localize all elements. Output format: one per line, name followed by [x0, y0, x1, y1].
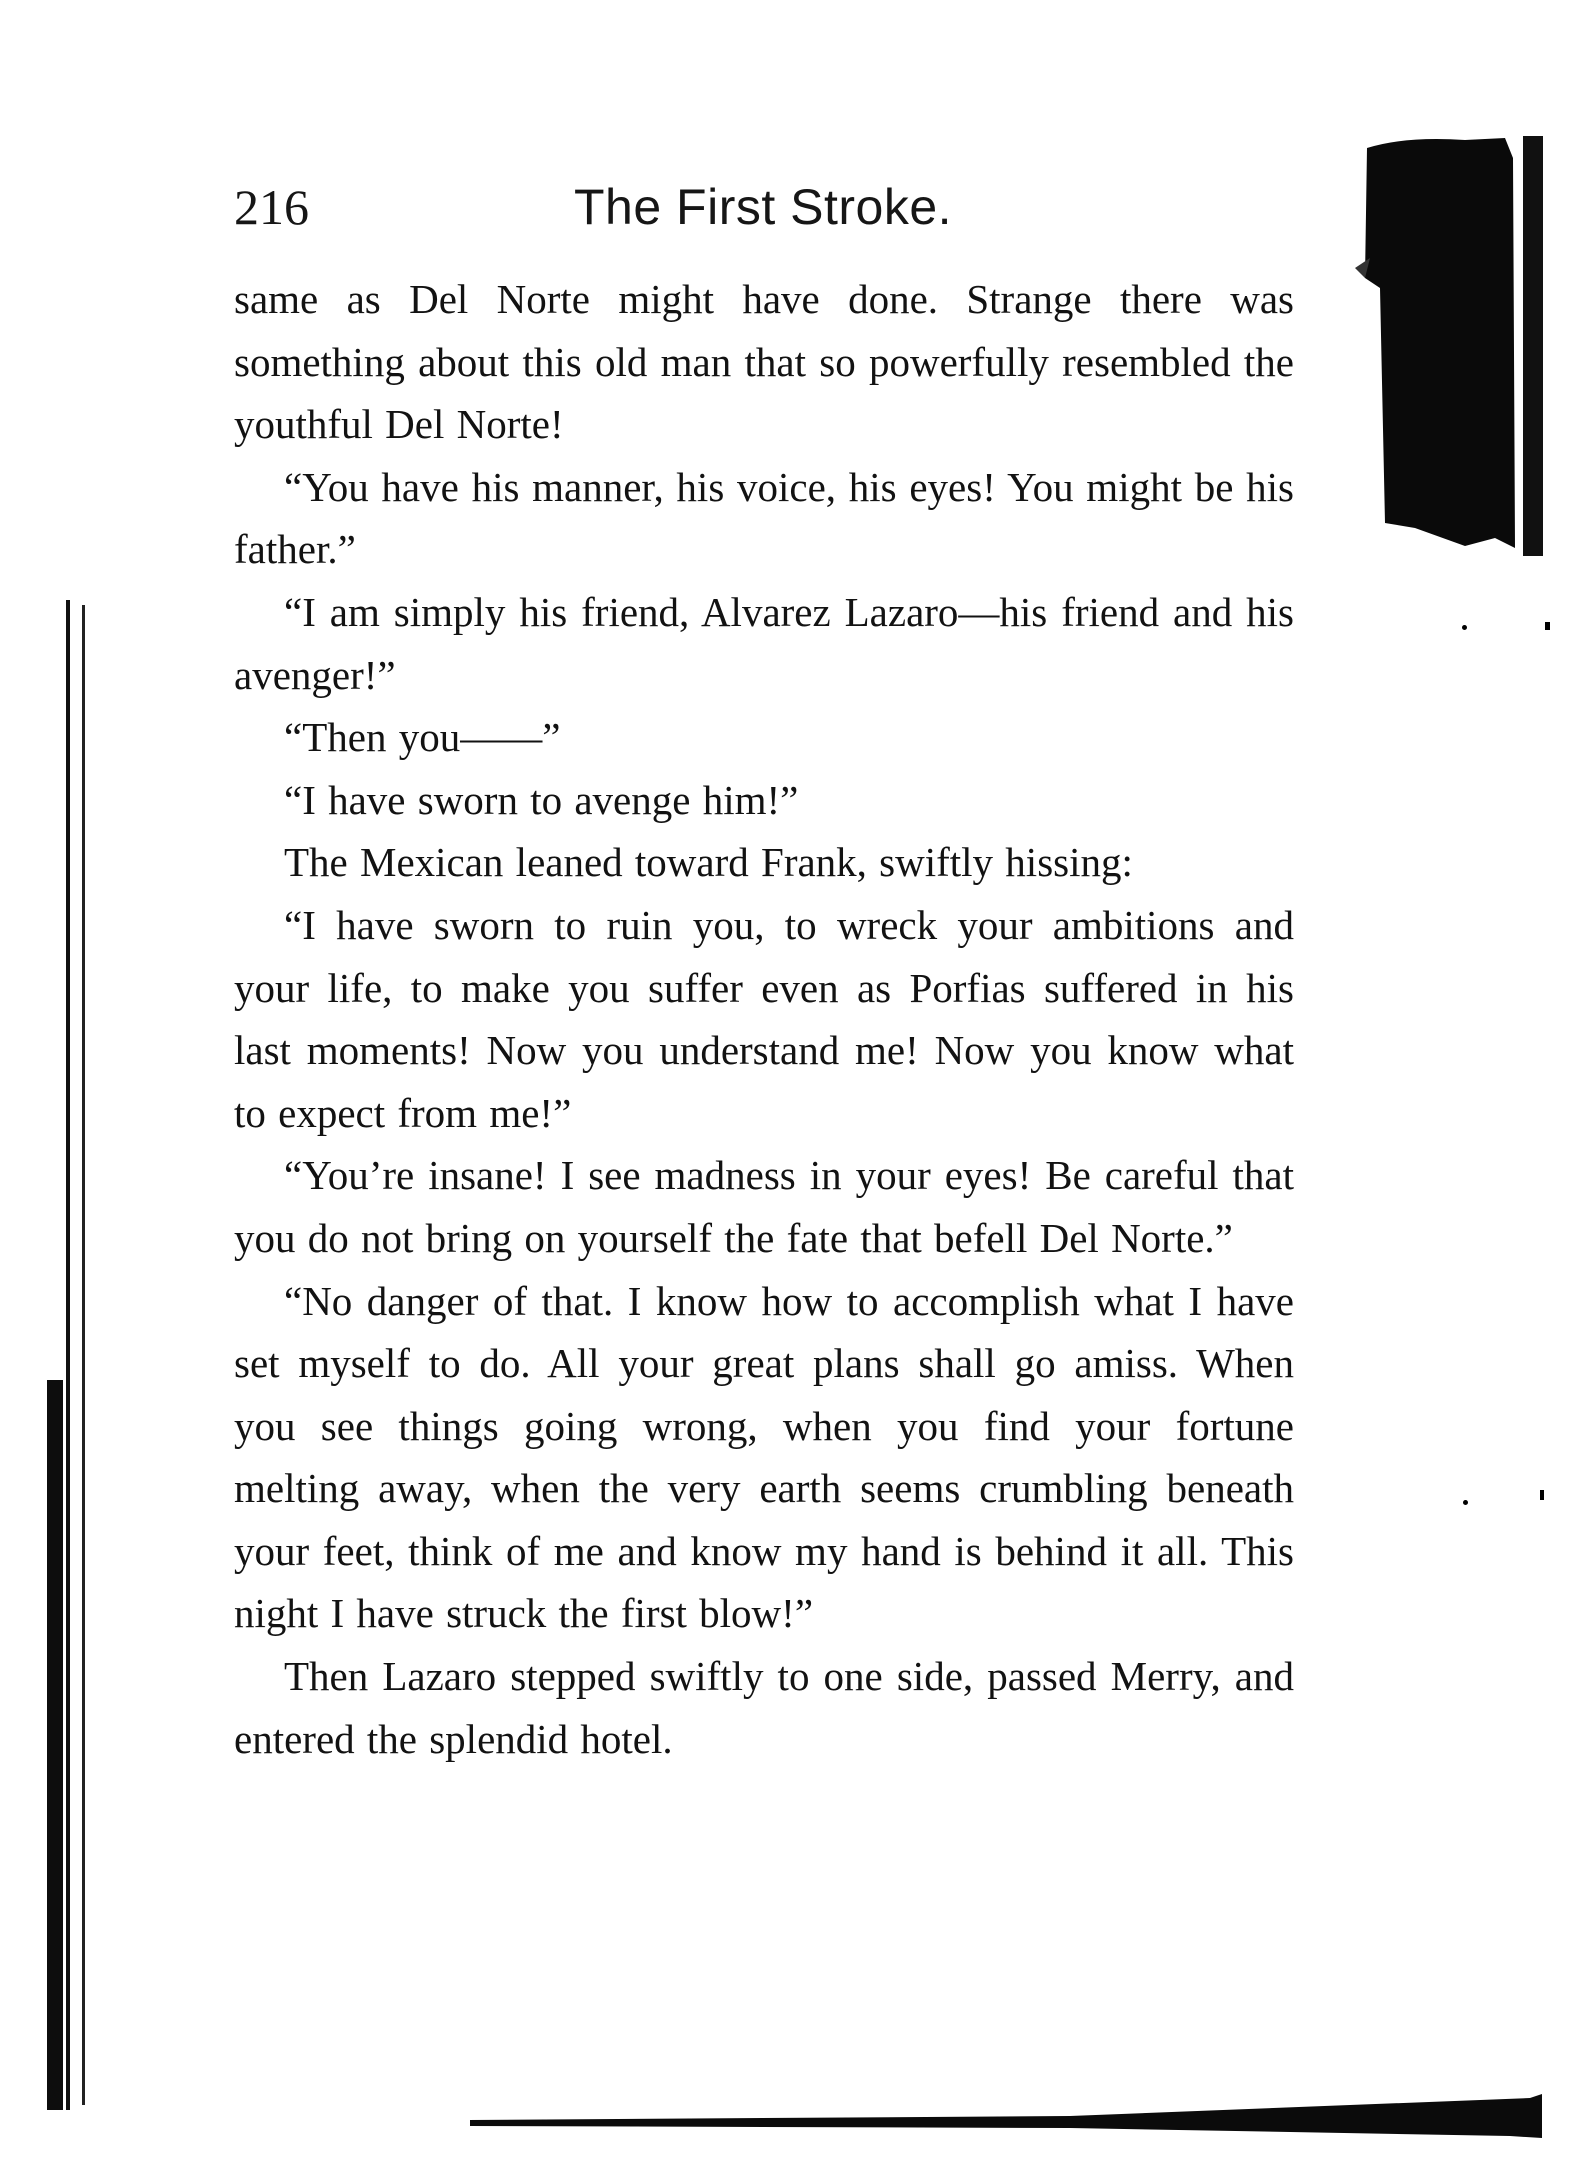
stray-mark	[1540, 1490, 1544, 1500]
page-header	[234, 172, 1294, 242]
stray-mark	[1462, 625, 1467, 630]
paragraph-8: “You’re insane! I see madness in your eyes! Be careful that you do not bring on yourself the fate that befell Del Norte.”	[234, 1152, 1294, 1261]
body-text	[234, 268, 1294, 1770]
bottom-rule-artifact	[470, 2080, 1560, 2140]
paragraph-6: The Mexican leaned toward Frank, swiftly hissing:	[284, 839, 1133, 886]
paragraph-3: “I am simply his friend, Alvarez Lazaro—his friend and his avenger!”	[234, 588, 1294, 698]
left-margin-bar	[47, 1380, 63, 2110]
stray-mark	[1545, 622, 1550, 630]
left-margin-line-2	[82, 605, 85, 2105]
paragraph-4: “Then you——”	[284, 714, 561, 761]
left-margin-line	[66, 600, 70, 2110]
paragraph-1: same as Del Norte might have done. Strange there was something about this old man that so powerfully resembled the youthful Del Norte!	[234, 276, 1294, 448]
paragraph-2: “You have his manner, his voice, his eyes! You might be his father.”	[234, 463, 1294, 573]
paragraph-7: “I have sworn to ruin you, to wreck your ambitions and your life, to make you suffer even as Porfias suffered in his last moments! Now you understand me! Now you know what to expect from me!”	[234, 901, 1294, 1136]
running-title: The First Stroke.	[574, 179, 953, 235]
stray-mark	[1463, 1500, 1468, 1505]
page-number: 216	[234, 179, 309, 235]
paragraph-10: Then Lazaro stepped swiftly to one side, passed Merry, and entered the splendid hotel.	[234, 1653, 1294, 1762]
paragraph-9: “No danger of that. I know how to accomplish what I have set myself to do. All your great plans shall go amiss. When you see things going wrong, when you find your fortune melting away, when the very earth seems crumbling beneath your feet, think of me and know my hand is behind it all. This night I have struck the first blow!”	[234, 1277, 1294, 1637]
scan-shadow-artifact	[1345, 128, 1555, 568]
paragraph-5: “I have sworn to avenge him!”	[284, 776, 799, 823]
